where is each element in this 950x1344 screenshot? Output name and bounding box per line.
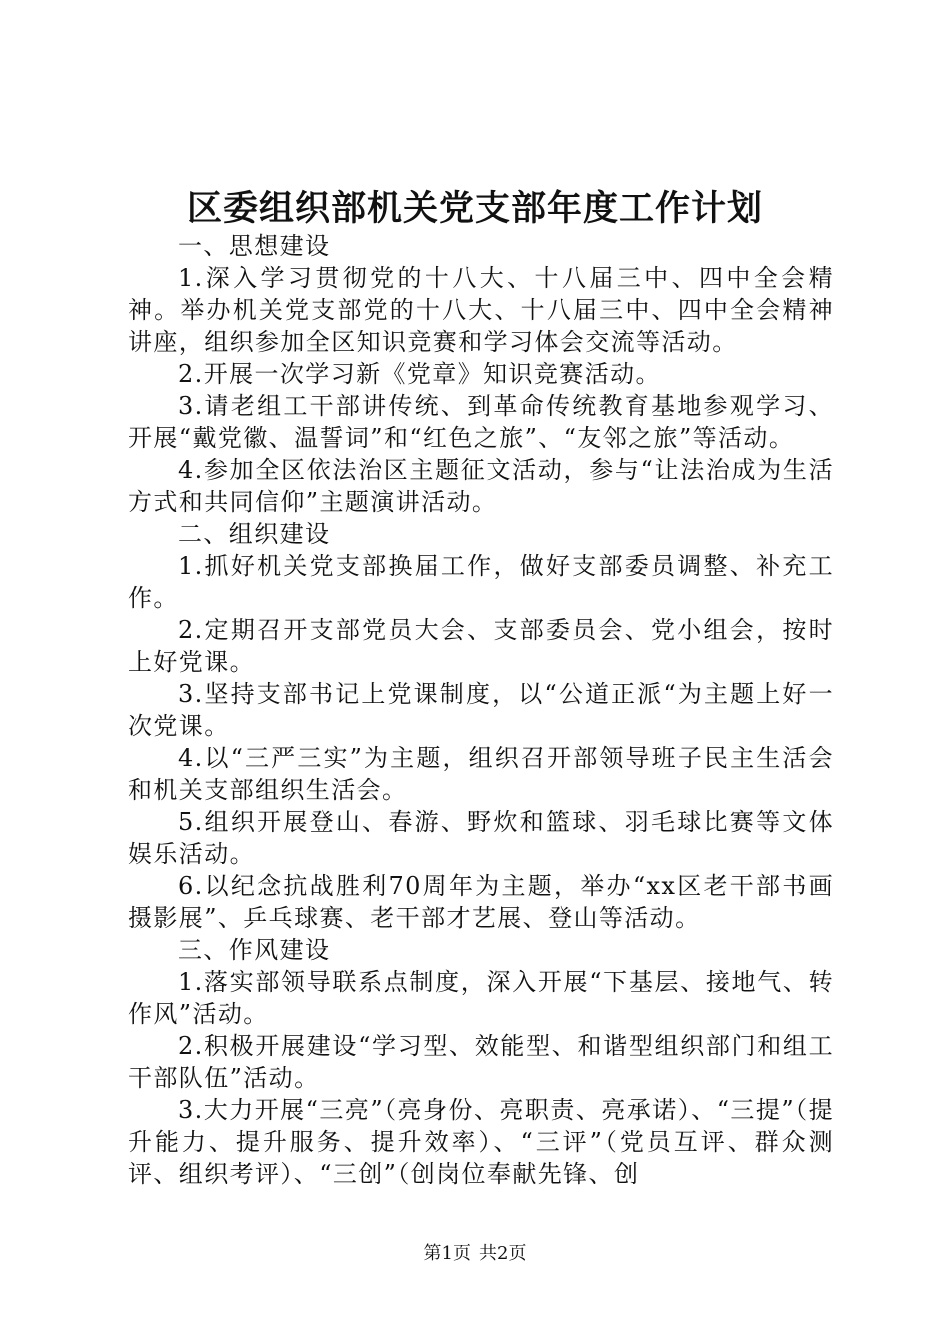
page-number: 第1页 (423, 1243, 471, 1264)
paragraph: 2.开展一次学习新《党章》知识竞赛活动。 (178, 360, 661, 388)
section-heading-3: 三、作风建设 (178, 936, 331, 964)
document-body (128, 230, 834, 1190)
paragraph: 5.组织开展登山、春游、野炊和篮球、羽毛球比赛等文体娱乐活动。 (128, 808, 834, 868)
paragraph: 1.抓好机关党支部换届工作，做好支部委员调整、补充工作。 (128, 552, 834, 612)
paragraph: 2.积极开展建设“学习型、效能型、和谐型组织部门和组工干部队伍”活动。 (128, 1032, 834, 1092)
paragraph: 4.参加全区依法治区主题征文活动，参与“让法治成为生活方式和共同信仰”主题演讲活动。 (128, 456, 834, 516)
paragraph: 3.请老组工干部讲传统、到革命传统教育基地参观学习、开展“戴党徽、温誓词”和“红色之旅”、“友邻之旅”等活动。 (128, 392, 834, 452)
page-total: 共2页 (479, 1243, 527, 1264)
section-heading-2: 二、组织建设 (178, 520, 331, 548)
paragraph: 1.落实部领导联系点制度，深入开展“下基层、接地气、转作风”活动。 (128, 968, 834, 1028)
paragraph: 4.以“三严三实”为主题，组织召开部领导班子民主生活会和机关支部组织生活会。 (128, 744, 834, 804)
paragraph: 3.坚持支部书记上党课制度，以“公道正派“为主题上好一次党课。 (128, 680, 834, 740)
paragraph: 1.深入学习贯彻党的十八大、十八届三中、四中全会精神。举办机关党支部党的十八大、十八届三中、四中全会精神讲座，组织参加全区知识竞赛和学习体会交流等活动。 (128, 264, 834, 356)
paragraph: 2.定期召开支部党员大会、支部委员会、党小组会，按时上好党课。 (128, 616, 834, 676)
section-heading-1: 一、思想建设 (178, 232, 331, 260)
page-footer (0, 1242, 950, 1266)
paragraph: 3.大力开展“三亮”（亮身份、亮职责、亮承诺）、“三提”（提升能力、提升服务、提升效率）、“三评”（党员互评、群众测评、组织考评）、“三创”（创岗位奉献先锋、创 (128, 1096, 834, 1188)
page-title: 区委组织部机关党支部年度工作计划 (186, 188, 763, 229)
paragraph: 6.以纪念抗战胜利70周年为主题，举办“xx区老干部书画摄影展”、乒乓球赛、老干部才艺展、登山等活动。 (128, 872, 834, 932)
